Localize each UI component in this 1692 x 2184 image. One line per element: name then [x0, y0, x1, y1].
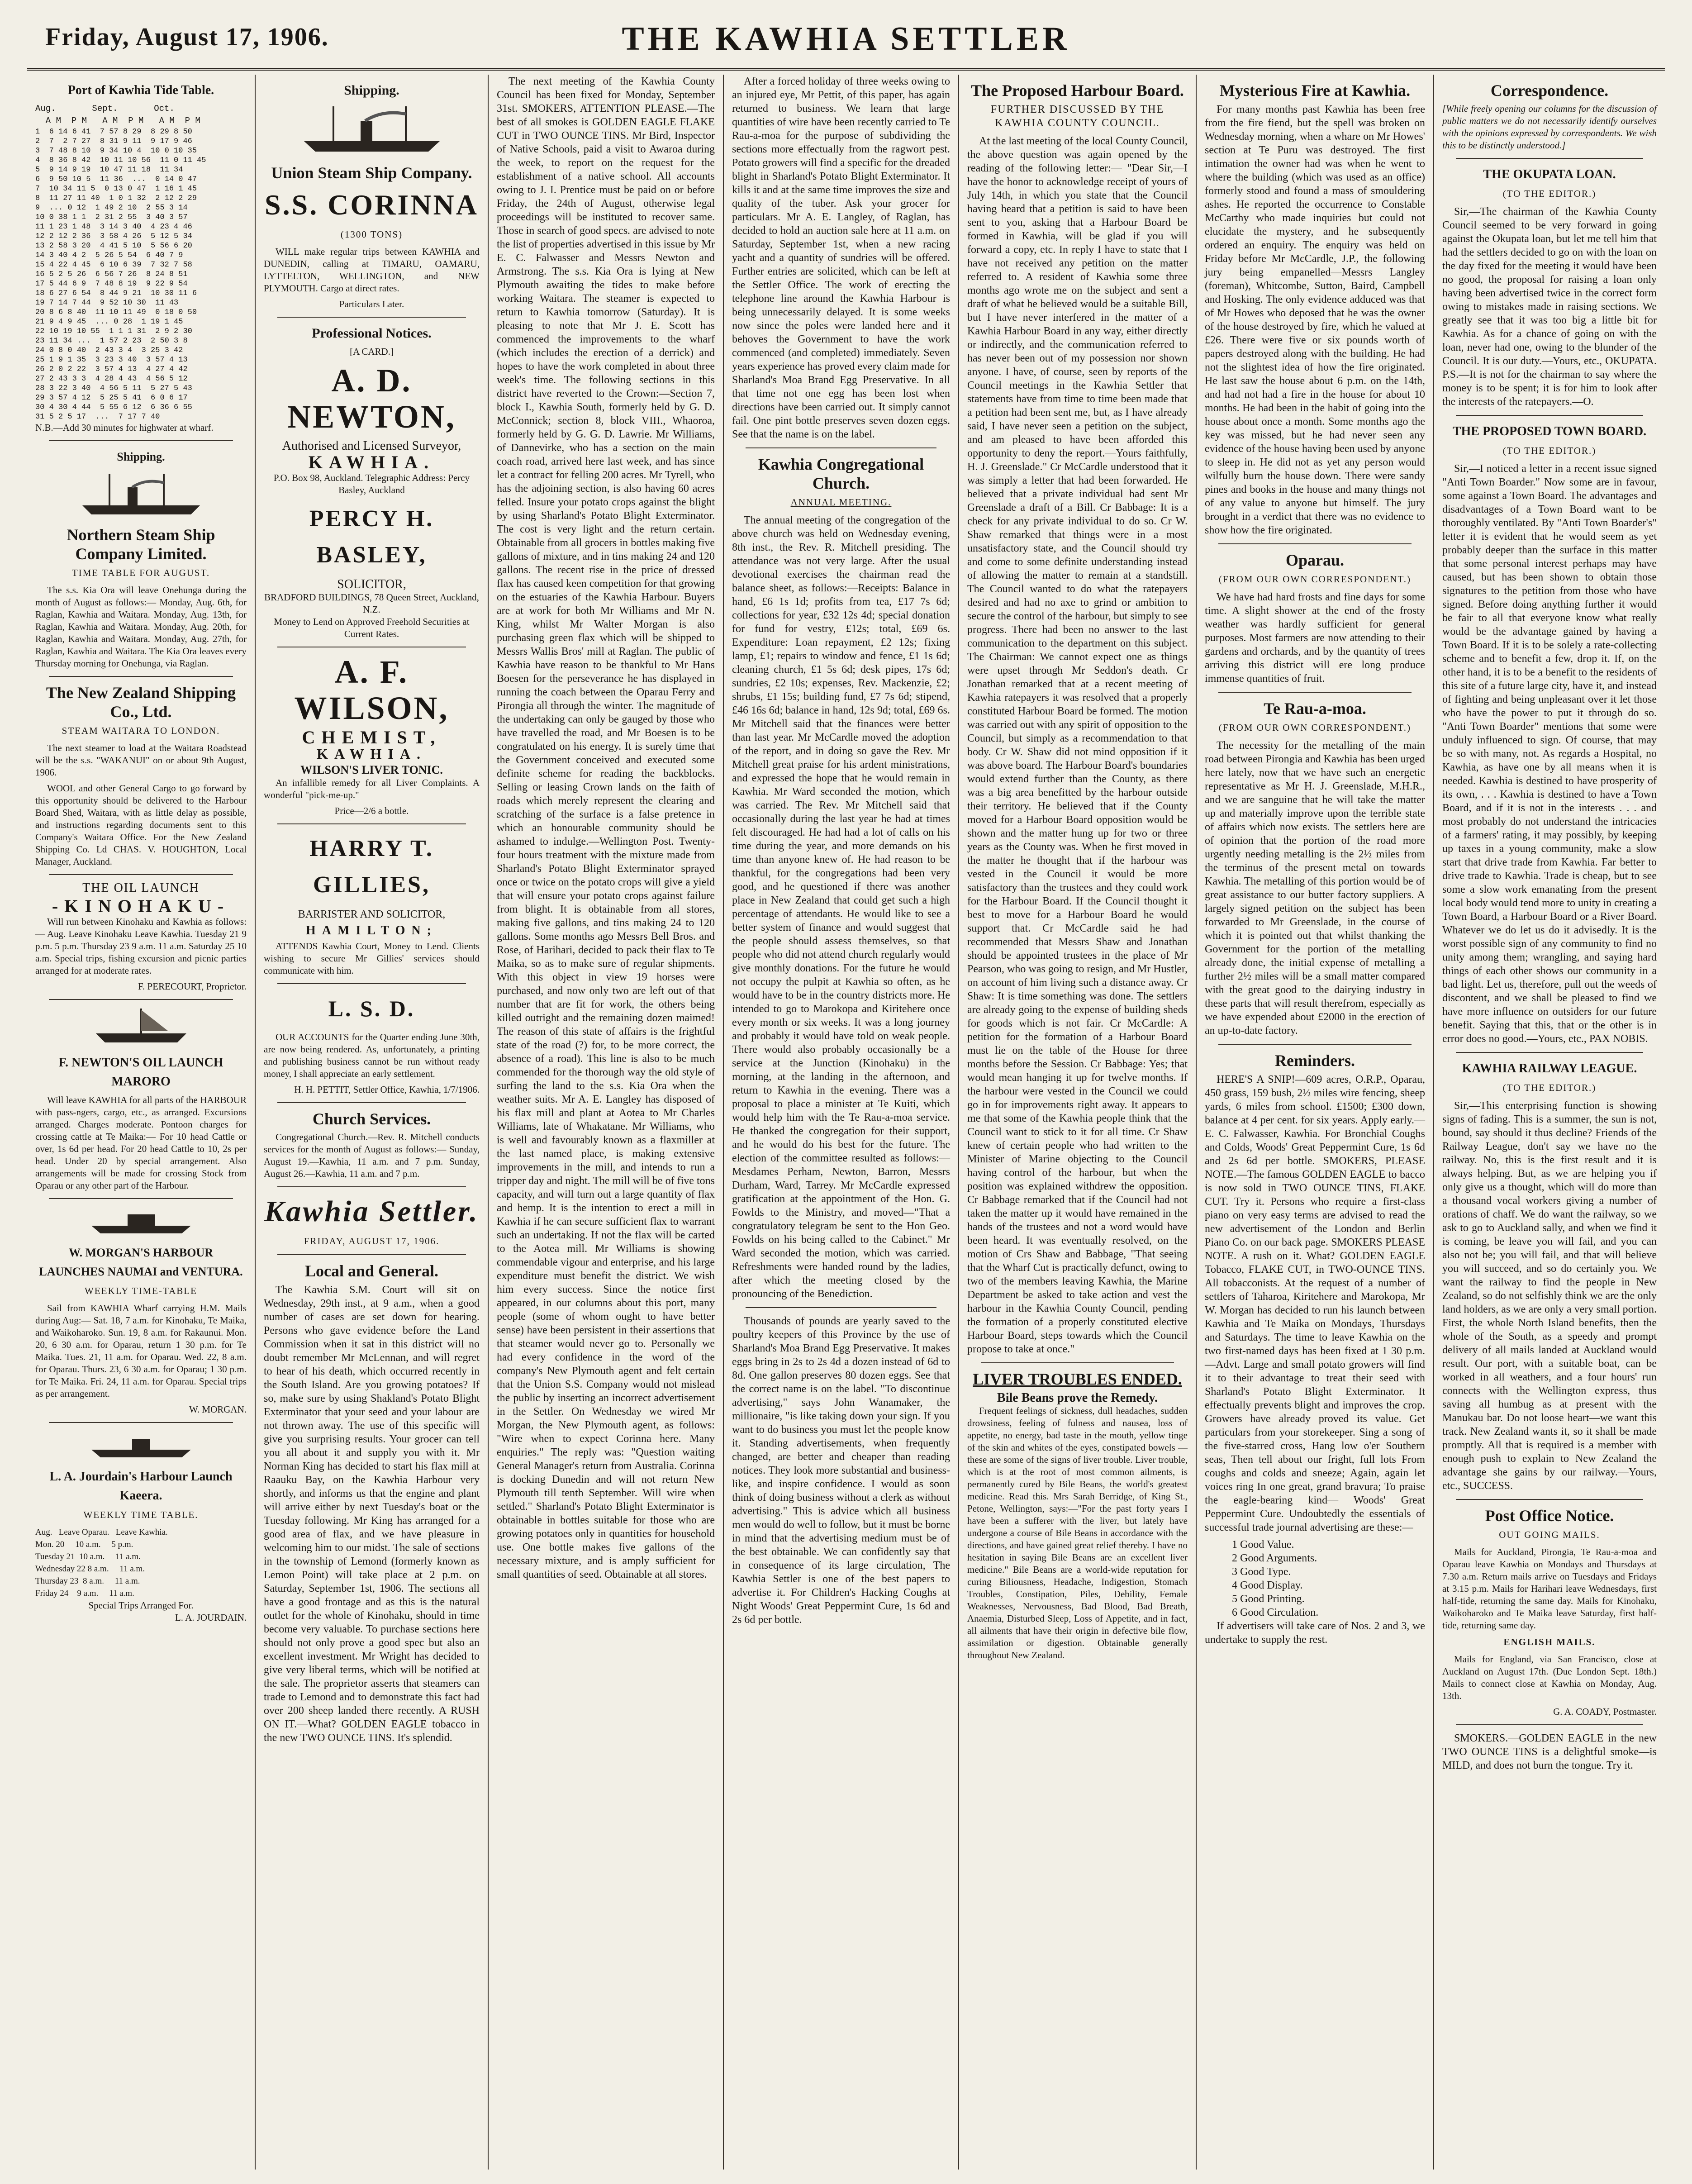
church-services-body: Congregational Church.—Rev. R. Mitchell conducts services for the month of August as follows:— Sunday, August 19.—Kawhia, 11 a.m. and 7 p.m. Sunday, August 26.—Kawhia, 11 a.m. and 7 p.m. — [264, 1132, 480, 1179]
local-general-body: The Kawhia S.M. Court will sit on Wednesday, 29th inst., at 9 a.m., when a good number of cases are set down for hearing. Persons who gave evidence before the Land Commission when it sat in this district will no doubt remember Mr McLennan, and will regret to hear of his death, which occurred recently in the South Island. Are you growing potatoes? If so, make sure by using Shakland's Potato Blight Exterminator that your seed and your labour are not thrown away. The use of this specific will give you surprising results. Your grocer can tell you all about it and supply you with it. Mr Norman King has decided to start his flax mill at Raauku Bay, on the Kawhia Harbour very shortly, and informs us that the engine and plant will arrive either by next Tuesday's boat or the Tuesday following. Mr King has arranged for a good area of flax, and we have pleasure in welcoming him to our midst. The sale of sections in the township of Lemond (formerly known as Lemon Point) will take place at 2 p.m. on Saturday, September 1st, 1906. The sections all have a good frontage and as this is the natural outlet for the whole of Kinohaku, should in time become very valuable. To purchase sections here should not only prove a good spec but also an excellent investment. Mr Wright has decided to give very liberal terms, which will be notified at the sale. The proprietor asserts that steamers can trade to Lemond and to demonstrate this fact had over 200 sheep landed there recently. A RUSH ON IT.—What? GOLDEN EAGLE tobacco in the new TWO OUNCE TINS. It's splendid. — [264, 1284, 480, 1744]
correspondence-disclaimer: [While freely opening our columns for the discussion of public matters we do not necessarily identify ourselves with the opinions expressed by correspondents. We wish this to be distinctly understood.] — [1442, 103, 1657, 151]
launch-icon — [91, 1006, 191, 1047]
gillies-place: HAMILTON; — [306, 923, 437, 937]
reminders-title: Reminders. — [1275, 1052, 1355, 1070]
harbour-board-subtitle: FURTHER DISCUSSED BY THE KAWHIA COUNTY COUNCIL. — [990, 104, 1164, 129]
te-rau-a-moa-title: Te Rau-a-moa. — [1264, 699, 1366, 718]
tide-row: 15 4 22 4 45 6 10 6 39 7 32 7 58 — [35, 261, 192, 269]
harbour-board-body: At the last meeting of the local County Council, the above question was again opened by the reading of the following letter:— "Dear Sir,—I have the honor to acknowledge receipt of yours of July 14th, in which you state that the Council having heard that a petition is said to have been sent to you, asking that a Harbour Board be formed in Kawhia, will be glad if you will forward a copy, etc. In reply I have to state that I have not received any petition on the matter referred to. A resident of Kawhia some three months ago wrote me on the subject and sent a draft of what he believed would be a suitable Bill, but I have never interfered in the matter of a Kawhia Harbour Board in any way, either directly or indirectly, and the communication referred to has never been out of my possession nor shown anyone. I have, of course, seen by reports of the Council meetings in the Kawhia Settler that statements have from time to time been made that a petition had been sent me, but, as I have already said, I have never seen a petition on the subject, and am pleased to have been afforded this opportunity to deny the report.—Yours faithfully, H. J. Greenslade." Cr McCardle understood that it was simply a letter that had been forwarded. He believed that a private individual had sent Mr Greenslade a draft of a Bill. Cr Babbage: It is a check for any private individual to do so. Cr W. Shaw remarked that things were in a most unsatisfactory state, and the Council should try and come to some definite understanding instead of allowing the matter to remain at a standstill. The Council wanted to do what the ratepayers desired and had no axe to grind or ambition to secure the control of the harbour, but simply to see progress. There had been no answer to the last communication to the department on this subject. The Chairman: We cannot expect one as things were upset through Mr Seddon's death. Cr Jonathan remarked that at a recent meeting of Kawhia ratepayers it was resolved that a properly constituted Harbour Board be formed. The motion was carried out with any spirit of opposition to the Council, but simply as a recommendation to that body. Cr W. Shaw did not mind opposition if it was above board. The Harbour Board's boundaries would extend further than the County, as there was a big area benefitted by the harbour outside their territory. He believed that if the County moved for a Harbour Board opposition would be shown and the matter hung up for two or three years as the County was. When he first moved in the matter he thought that if the harbour was vested in the Council it would be more satisfactory than the trustees and they could work for the Harbour Board. If the Council thought it best to move for a Harbour Board he would support that. Cr McCardle said he had recommended that Messrs Shaw and Jonathan should be appointed trustees in the place of Mr Pearson, who was going to resign, and Mr Hustler, on account of him living such a distance away. Cr Shaw: It is time something was done. The settlers are already going to the expense of building sheds for goods which is not fair. Cr McCardle: A petition for the formation of a Harbour Board must lie on the table of the House for three months before the Session. Cr Babbage: Yes; that would mean hanging it up for twelve months. If the harbour were vested in the Council we could go in for improvements right away. It appears to me that some of the Kawhia people think that the Council want to stick to it for all time. Cr Shaw knew of certain people who had written to the Minister of Marine objecting to the Council having control of the harbour, but when the position was explained withdrew the opposition. Cr Babbage remarked that if the Council had not taken the matter up it would have remained in the hands of the trustees and not a word would have been heard. It was eventually resolved, on the motion of Crs Shaw and Babbage, "That seeing that the Wharf Cut is practically defunct, owing to two of the members leaving Kawhia, the Marine Department be asked to take action and vest the harbour in the Kawhia County Council, pending the formation of a properly constituted elective Harbour Board, steps towards which the Council propose to take at once." — [967, 135, 1188, 1355]
kaeera-launch-icon — [87, 1429, 195, 1461]
te-rau-a-moa-subtitle: (FROM OUR OWN CORRESPONDENT.) — [1218, 722, 1412, 733]
tide-row: 26 2 0 2 22 3 57 4 13 4 27 4 42 — [35, 365, 188, 374]
basley-name: PERCY H. BASLEY, — [309, 506, 434, 568]
liver-troubles-subtitle: Bile Beans prove the Remedy. — [997, 1391, 1158, 1405]
railway-league-subtitle: (TO THE EDITOR.) — [1502, 1082, 1597, 1093]
nz-shipping-body: The next steamer to load at the Waitara Roadstead will be the s.s. "WAKANUI" on or about 9th August, 1906. — [35, 742, 247, 778]
column-3 — [489, 75, 724, 2170]
fire-body: For many months past Kawhia has been free from the fire fiend, but the spell was broken on Wednesday morning, when a whare on Mr Howes' section at Te Puru was destroyed. The first intimation the owner had was when he went to where the building (which was used as an office) formerly stood and found a mass of smouldering ashes. He reported the occurrence to Constable McCarthy who made inquiries but could not elucidate the mystery, and he subsequently ordered an enquiry. The enquiry was held on Friday before Mr McCardle, J.P., the following jury being empanelled—Messrs Langley (foreman), Whitcombe, Sutton, Baird, Campbell and Hosking. The only evidence adduced was that of Mr Howes who deposed that he was the owner of the house destroyed by fire, which he valued at £26. There were five or six pounds worth of papers destroyed along with the building. He had not the slightest idea of how the fire originated. He last saw the house about 6 p.m. on the 14th, and had not had a fire in the house for about 10 months. He had been in the habit of going into the house about once a month. Some months ago the key was missed, but he had never seen any evidence of the house having been used by anyone to sleep in. He did not as yet any person would wilfully burn the house down. There were sandy pines and books in the house and many things not of any value to anyone but himself. The jury brought in a verdict that there was no evidence to show how the fire originated. — [1205, 104, 1425, 536]
card-label: [A CARD.] — [350, 346, 394, 357]
wilson-name: A. F. WILSON, — [294, 654, 449, 726]
gillies-body: ATTENDS Kawhia Court, Money to Lend. Clients wishing to secure Mr Gillies' services should communicate with him. — [264, 941, 480, 976]
fire-title: Mysterious Fire at Kawhia. — [1219, 81, 1411, 100]
gillies-name: HARRY T. GILLIES, — [309, 836, 434, 898]
nz-shipping-body-2: WOOL and other General Cargo to go forward by this opportunity should be delivered to the Harbour Board Shed, Waitara, with as little delay as possible, and instructions regarding documents sent to this Company's Waitara Office. For the New Zealand Shipping Co. Ld CHAS. V. HOUGHTON, Local Manager, Auckland. — [35, 783, 247, 867]
maroro-title: F. NEWTON'S OIL LAUNCH MARORO — [58, 1056, 223, 1089]
list-item: 3 Good Type. — [1232, 1566, 1291, 1578]
correspondence-title: Correspondence. — [1490, 81, 1609, 100]
tide-row: 6 9 50 10 5 11 36 ... 0 14 0 47 — [35, 175, 197, 184]
okupata-loan-body: Sir,—The chairman of the Kawhia County Council seemed to be very forward in going against the Okupata loan, but let me tell him that had the settlers decided to go on with the loan on the day fixed for the meeting it would have been no good, the proposal for raising a loan only having been advertised twice in the correct form owing to mistakes made in raising sections. We greatly see that it was too big a little bit for Kawhia. As for a chance of going on with the loan, never had one, owing to the blunder of the Council. It is our duty.—Yours, etc., OKUPATA. P.S.—It is not for the chairman to say where the money is to be spent; it is for him to look after the interests of the ratepayers.—O. — [1442, 206, 1657, 408]
tide-row: 14 3 40 4 2 5 26 5 54 6 40 7 9 — [35, 251, 183, 260]
town-board-subtitle: (TO THE EDITOR.) — [1502, 445, 1597, 456]
tide-months: Aug. Sept. Oct. — [35, 104, 175, 114]
column-4 — [724, 75, 959, 2170]
list-item: 4 Good Display. — [1232, 1580, 1303, 1591]
reminders-list — [1205, 1538, 1425, 1619]
oparau-body: We have had hard frosts and fine days for some time. A slight shower at the end of the frosty weather was hardly sufficient for general purposes. Most farmers are now attending to their gardens and orchards, and by the quantity of trees arriving this district will ere long produce immense quantities of fruit. — [1205, 591, 1425, 685]
paper-date: FRIDAY, AUGUST 17, 1906. — [304, 1236, 440, 1247]
railway-league-body: Sir,—This enterprising function is showing signs of fading. This is a summer, the sun is not, bound, say should it thus decline? Friends of the Railway League, don't say we have no the railway. No, this is the first result and it is always helping. But, as we are helping you if only give us a thought, which will do more than a thousand vocal workers giving a number of orations of chaff. We do want the railway, so we ask to go to Auckland sally, and when we find it is coming, be leave you will fail, and you can also not be; you will fail, and that will believe you will succeed, and so do certainly you. We want the railway to find the people in New Zealand, so do not selfishly think we are the only land holders, as we are only a very small portion. First, the whole North Island benefits, then the whole of the South, as a speedy and prompt delivery of all mails landed at Auckland would result. Our port, with a suitable boat, can be worked in all weathers, and a four hours' run connects with the Wellington express, thus saving all humbug as at present with the Manukau bar. Do not loose heart—we want this track. New Zealand wants it, so it shall be made promptly. All that is required is a member with enough push to explain to New Zealand the advantage she gains by our railway.—Yours, etc., SUCCESS. — [1442, 1100, 1657, 1492]
morgan-subtitle: WEEKLY TIME-TABLE — [85, 1285, 197, 1296]
newton-name: A. D. NEWTON, — [287, 362, 456, 435]
wilson-subtitle: CHEMIST, — [302, 727, 442, 747]
liver-troubles-title: LIVER TROUBLES ENDED. — [973, 1370, 1182, 1388]
nz-shipping-title: The New Zealand Shipping Co., Ltd. — [46, 684, 236, 721]
local-general-title: Local and General. — [305, 1262, 438, 1280]
tide-table — [35, 127, 247, 422]
page-header — [27, 14, 1665, 71]
column-4-body: After a forced holiday of three weeks owing to an injured eye, Mr Pettit, of this paper, has again returned to business. We learn that large quantities of wire have been recently carried to Te Rau-a-moa for the purpose of subdividing the sections more effectually from the ragwort pest. Potato growers will find a specific for the dreaded blight in Sharland's Potato Blight Exterminator. It kills it and at the same time improves the size and quality of the tuber. Ask your grocer for particulars. Mr A. E. Langley, of Raglan, has decided to hold an auction sale here at 11 a.m. on Saturday, September 1st, when a new racing yacht and a quantity of sundries will be offered. Further entries are solicited, which can be left at the Settler Office. The work of erecting the telephone line around the Kawhia Harbour is being unnecessarily delayed. It is some weeks now since the poles were landed here and it behoves the Government to have the work commenced (and completed) immediately. Seven years experience has proved every claim made for Sharland's Moa Brand Egg Preservative. In all that time not one egg has been lost when directions have been carried out. It simply cannot fail. One pint bottle preserves seven dozen eggs. See that the name is on the label. — [732, 76, 950, 440]
issue-date: Friday, August 17, 1906. — [45, 23, 329, 51]
nss-subtitle: TIME TABLE FOR AUGUST. — [71, 567, 210, 578]
corinna-name: S.S. CORINNA — [265, 189, 479, 221]
list-item: 2 Good Arguments. — [1232, 1552, 1317, 1564]
reminders-end: If advertisers will take care of Nos. 2 and 3, we undertake to supply the rest. — [1205, 1620, 1425, 1646]
tide-row: 5 9 14 9 19 10 47 11 18 11 34 — [35, 166, 183, 174]
tide-row: 28 3 22 3 40 4 56 5 11 5 27 5 43 — [35, 384, 192, 393]
paper-nameplate: Kawhia Settler. — [264, 1195, 479, 1228]
masthead: THE KAWHIA SETTLER — [622, 20, 1070, 57]
column-5 — [959, 75, 1197, 2170]
column-7 — [1434, 75, 1665, 2170]
english-mails-body: Mails for England, via San Francisco, close at Auckland on August 17th. (Due London Sept. 18th.) Mails to connect close at Kawhia on Monday, Aug. 13th. — [1442, 1654, 1657, 1701]
column-6 — [1197, 75, 1434, 2170]
professional-notices: Professional Notices. — [312, 326, 432, 341]
tide-row: 18 6 27 6 54 8 44 9 21 10 30 11 6 — [35, 289, 197, 298]
oil-launch-name: -KINOHAKU- — [52, 896, 230, 916]
tide-row: 19 7 14 7 44 9 52 10 30 11 43 — [35, 299, 179, 307]
union-steamship-icon — [297, 103, 447, 157]
steamship-icon — [73, 469, 209, 519]
liver-troubles-body: Frequent feelings of sickness, dull headaches, sudden drowsiness, feeling of fulness and nausea, loss of appetite, no energy, bad taste in the mouth, yellow tinge of the skin and whites of the eyes, constipated bowels —these are some of the signs of liver trouble. Liver trouble, which is at the root of most common ailments, is permanently cured by Bile Beans, the world's greatest medicine. Read this. Mrs Sarah Berridge, of King St., Petone, Wellington, says:—"For the past forty years I have been a sufferer with the liver, but lately have undergone a course of Bile Beans in accordance with the directions, and have gained great relief thereby. I have no hesitation in saying Bile Beans are an excellent liver medicine." Bile Beans are a world-wide reputation for curing Biliousness, Headache, Indigestion, Stomach Troubles, Constipation, Piles, Debility, Female Weaknesses, Nervousness, Bad Blood, Bad Breath, Anaemia, Disturbed Sleep, Loss of Appetite, and in fact, all ailments that have their origin in defective bile flow, assimilation or digestion. Obtainable generally throughout New Zealand. — [967, 1405, 1188, 1661]
tide-row: 1 6 14 6 41 7 57 8 29 8 29 8 50 — [35, 128, 192, 136]
timetable-row: Aug. Leave Oparau. Leave Kawhia. — [35, 1527, 168, 1537]
english-mails-title: ENGLISH MAILS. — [1503, 1637, 1596, 1647]
wilson-body: An infallible remedy for all Liver Complaints. A wonderful "pick-me-up." — [264, 777, 480, 800]
timetable-row: Tuesday 21 10 a.m. 11 a.m. — [35, 1552, 141, 1561]
jourdain-note: Special Trips Arranged For. — [88, 1600, 194, 1611]
post-office-body: Mails for Auckland, Pirongia, Te Rau-a-moa and Oparau leave Kawhia on Mondays and Thursdays at 7.30 a.m. Return mails arrive on Tuesdays and Fridays at 3.15 p.m. Mails for Harihari leave Wednesdays, first half-tide, returning the same day. Mails for Kinohaku, Waikoharoko and Te Maika leave Saturday, first half-tide, returning same day. — [1442, 1546, 1657, 1631]
tide-note: N.B.—Add 30 minutes for highwater at wharf. — [35, 422, 214, 433]
newton-subtitle: Authorised and Licensed Surveyor, — [282, 439, 461, 453]
basley-address: BRADFORD BUILDINGS, 78 Queen Street, Auckland, N.Z. — [264, 592, 479, 615]
tide-row: 22 10 19 10 55 1 1 1 31 2 9 2 30 — [35, 327, 192, 336]
timetable-row: Wednesday 22 8 a.m. 11 a.m. — [35, 1564, 145, 1574]
tide-row: 20 8 6 8 40 11 10 11 49 0 18 0 50 — [35, 308, 197, 317]
oil-launch-body: Will run between Kinohaku and Kawhia as follows:— Aug. Leave Kinohaku Leave Kawhia. Tuesday 21 9 p.m. 5 p.m. Thursday 23 9 a.m. 11 a.m. Saturday 25 10 a.m. Special trips, fishing excursion and picnic parties arranged for at moderate rates. — [35, 916, 247, 976]
tide-row: 16 5 2 5 26 6 56 7 26 8 24 8 51 — [35, 270, 188, 279]
tide-row: 27 2 43 3 3 4 28 4 43 4 56 5 12 — [35, 375, 188, 383]
post-office-title: Post Office Notice. — [1485, 1507, 1614, 1525]
tide-row: 3 7 48 8 10 9 34 10 4 10 0 10 35 — [35, 147, 197, 155]
list-item: 1 Good Value. — [1232, 1539, 1294, 1551]
tide-row: 10 0 38 1 1 2 31 2 55 3 40 3 57 — [35, 213, 188, 222]
jourdain-timetable — [35, 1526, 247, 1599]
basley-note: Money to Lend on Approved Freehold Securities at Current Rates. — [274, 616, 470, 639]
morgan-sign: W. MORGAN. — [189, 1404, 247, 1415]
te-rau-a-moa-body: The necessity for the metalling of the main road between Pirongia and Kawhia has been urged here lately, now that we have such an energetic representative as Mr H. J. Greenslade, M.H.R., and we are sanguine that he will take the matter up and materially improve upon the terrible state of affairs which now exists. The settlers here are of opinion that the portion of the road more urgently needing metalling is the 2½ miles from the terminus of the present metal on towards Kawhia. The metalling of this portion would be of great assistance to our butter factory suppliers. A largely signed petition on the subject has been forwarded to Mr Greenslade, in the course of which it is pointed out that whilst thanking the Government for the portion of the metalling already done, the initial expense of metalling a further 2½ miles will be a small matter compared with the great good to the dairying industry in these parts that will result therefrom, especially as we have expended about £2000 in the erection of an up-to-date factory. — [1205, 740, 1425, 1037]
oparau-subtitle: (FROM OUR OWN CORRESPONDENT.) — [1218, 574, 1412, 585]
morgan-body: Sail from KAWHIA Wharf carrying H.M. Mails during Aug:— Sat. 18, 7 a.m. for Kinohaku, Te Maika, and Waikoharoko. Sun. 19, 8 a.m. for Rakaunui. Mon. 20, 6 30 a.m. for Oparau, return 1 30 p.m. for Te Maika. Tues. 21, 11 a.m. for Oparau. Wed. 22, 8 a.m. for Oparau. Thurs. 23, 6 30 a.m. for Oparau; 1 30 p.m. for Te Maika. Fri. 24, 11 a.m. for Oparau. Special trips as per arrangement. — [35, 1303, 247, 1399]
oil-launch-title: THE OIL LAUNCH — [82, 881, 200, 895]
shipping-heading: Shipping. — [117, 450, 165, 463]
tide-row: 29 3 57 4 12 5 25 5 41 6 0 6 17 — [35, 394, 188, 402]
tide-row: 7 10 34 11 5 0 13 0 47 1 16 1 45 — [35, 185, 197, 193]
oil-launch-owner: F. PERECOURT, Proprietor. — [138, 981, 247, 992]
tide-row: 8 11 27 11 40 1 0 1 32 2 12 2 29 — [35, 194, 197, 203]
congregational-title: Kawhia Congregational Church. — [758, 455, 924, 492]
tide-row: 17 5 44 6 9 7 48 8 19 9 22 9 54 — [35, 280, 188, 288]
tide-row: 11 1 23 1 48 3 14 3 40 4 23 4 46 — [35, 223, 192, 231]
shipping-heading-2: Shipping. — [344, 83, 399, 98]
column-4-body-2: Thousands of pounds are yearly saved to the poultry keepers of this Province by the use of Sharland's Moa Brand Egg Preservative. It makes eggs bring in 2s to 2s 4d a dozen instead of 6d to 8d. One gallon preserves 80 dozen eggs. See that the correct name is on the label. "To discontinue advertising," says John Wanamaker, the millionaire, "is like taking down your sign. If you want to do business you must let the people know it. Standing advertisements, when frequently changed, are better and cheaper than reading notices. They look more substantial and business-like, and inspire confidence. I would as soon think of doing business without a clerk as without advertising." This is advice which all business men would do well to follow, but it must be borne in mind that the advertising medium must be of the best obtainable. We can confidently say that in consequence of its large circulation, The Kawhia Settler is one of the best papers to advertise it. For Children's Hacking Coughs at Night Woods' Great Peppermint Cure, 1s 6d and 2s 6d per bottle. — [732, 1315, 950, 1626]
corinna-body: WILL make regular trips between KAWHIA and DUNEDIN, calling at TIMARU, OAMARU, LYTTELTON, WELLINGTON, and NEW PLYMOUTH. Cargo at direct rates. — [264, 246, 480, 294]
column-1 — [27, 75, 256, 2170]
lsd-sign: H. H. PETTIT, Settler Office, Kawhia, 1/7/1906. — [294, 1084, 480, 1095]
tide-row: 13 2 58 3 20 4 41 5 10 5 56 6 20 — [35, 242, 192, 250]
nss-body: The s.s. Kia Ora will leave Onehunga during the month of August as follows:— Monday, Aug. 6th, for Raglan, Kawhia and Waitara. Monday, Aug. 13th, for Raglan, Kawhia and Waitara. Monday, Aug. 20th, for Raglan, Kawhia and Waitara. Monday, Aug. 27th, for Raglan, Kawhia and Waitara. The Kia Ora leaves every Thursday morning for Onehunga, via Raglan. — [35, 585, 247, 669]
timetable-row: Mon. 20 10 a.m. 5 p.m. — [35, 1540, 133, 1549]
post-office-subtitle: OUT GOING MAILS. — [1499, 1529, 1600, 1540]
tide-row: 9 ... 0 12 1 49 2 10 2 55 3 14 — [35, 204, 188, 212]
wilson-tonic: WILSON'S LIVER TONIC. — [300, 763, 443, 776]
town-board-body: Sir,—I noticed a letter in a recent issue signed "Anti Town Boarder." Now some are in favour, some against a Town Board. The advantages and disadvantages of a Town Board want to be thoroughly ventilated. By "Anti Town Boarder's" letter it is evident that he would seem as yet probably deeper than the surface in this matter that some personal interest perhaps may have caused, but has been shown to obtain those signatures to the petition from those who have signed. Before doing anything further it would be fair to all that everyone know what really would be the advantage gained by having a Town Board. If it is to be solely a rate-collecting scheme and to benefit a few, drop it. If, on the other hand, it is to be a benefit to the residents of this site of a future large city, have it, and instead of fighting and being unpleasant over it let those who have the power to put it through do so. "Anti Town Boarder" mentions that some were unduly influenced to sign. Of course, that may be so with many, not. As regards a Hospital, no Kawhia, as have one by all means when it is needed. Kawhia is destined to have prosperity of its own, . . . Kawhia is destined to have a Town Board, and if it is not in the interests . . . and most probably do not understand the intricacies of a farmers' rating, it may possibly, by keeping up taxes in a young community, make a slow start that drive trade from Kawhia. Far better to drive trade to Kawhia. Trade is cheap, but to see some a slow work emanating from the present local body would tend more to unity in creating a Town Board, a Harbour Board or a River Board. Whatever we do let us do it advisedly. It is the worst possible sign of any community to find no unity among them; wrangling, and saying hard things of each other shows our community in a bad light. Let us, therefore, pull out the weeds of discontent, and we shall be pleased to find we have more influence on outsiders for our future benefit. Saying that this, that or the other is in error does no good.—Yours, etc., PAX NOBIS. — [1442, 463, 1657, 1045]
tide-row: 25 1 9 1 35 3 23 3 40 3 57 4 13 — [35, 356, 188, 364]
okupata-loan-subtitle: (TO THE EDITOR.) — [1502, 188, 1597, 199]
nz-shipping-subtitle: STEAM WAITARA TO LONDON. — [62, 725, 220, 736]
basley-subtitle: SOLICITOR, — [337, 577, 406, 591]
tide-row: 31 5 2 5 17 ... 7 17 7 40 — [35, 413, 160, 421]
harbour-board-title: The Proposed Harbour Board. — [971, 81, 1184, 100]
tide-header: A M P M A M P M A M P M — [35, 116, 200, 126]
newton-place: KAWHIA. — [308, 452, 435, 472]
newton-address: P.O. Box 98, Auckland. Telegraphic Address: Percy Basley, Auckland — [273, 472, 470, 495]
corinna-later: Particulars Later. — [339, 299, 404, 309]
tide-table-title: Port of Kawhia Tide Table. — [67, 83, 214, 97]
reminders-body: HERE'S A SNIP!—609 acres, O.R.P., Oparau, 450 grass, 159 bush, 2½ miles wire fencing, sheep yards, 6 miles from school. £1500; £300 down, balance at 4 per cent. for six years. Apply early.—E. C. Falwasser, Kawhia. For Bronchial Coughs and Colds, Woods' Great Peppermint Cure, 1s 6d and 2s 6d per bottle. SMOKERS, PLEASE NOTE.—The famous GOLDEN EAGLE to bacco is now sold in TWO OUNCE TINS, FLAKE CUT. Try it. Persons who require a first-class piano on very easy terms are advised to read the new advertisement of the London and Berlin Piano Co. on our back page. SMOKERS PLEASE NOTE. A rush on it. What? GOLDEN EAGLE Tobacco, FLAKE CUT, in TWO-OUNCE TINS. All tobacconists. At the request of a number of settlers of Taharoa, Kiritehere and Marokopa, Mr W. Morgan has decided to run his launch between Kawhia and Te Maika on Mondays, Thursdays and Saturdays. The time to leave Kawhia on the two first-named days has been fixed at 1 30 p.m.—Advt. Large and small potato growers will find it to their advantage to treat their seed with Sharland's Potato Blight Exterminator. It effectually prevents blight and improves the crop. Growers have already proved its value. Get particulars from your storekeeper. Sing a song of the five-starred cross, Hang low o'er Southern seas, Then tell about our fright, full lots From coughs and colds and sneeze; Again, again let voices ring In one great, grand bravura; To praise the eagle-bearing kind— Woods' Great Peppermint Cure. Undoubtedly the essentials of successful trade journal advertising are these:— — [1205, 1074, 1425, 1533]
tide-row: 24 0 8 0 40 2 43 3 4 3 25 3 42 — [35, 346, 183, 355]
jourdain-sign: L. A. JOURDAIN. — [175, 1612, 247, 1623]
tide-row: 30 4 30 4 44 5 55 6 12 6 36 6 55 — [35, 403, 192, 412]
town-board-title: THE PROPOSED TOWN BOARD. — [1452, 424, 1647, 438]
jourdain-title: L. A. Jourdain's Harbour Launch Kaeera. — [49, 1470, 233, 1503]
lsd-title: L. S. D. — [328, 996, 415, 1021]
jourdain-subtitle: WEEKLY TIME TABLE. — [83, 1509, 199, 1520]
usc-title: Union Steam Ship Company. — [271, 164, 472, 182]
oparau-title: Oparau. — [1285, 551, 1345, 569]
church-services-title: Church Services. — [312, 1110, 431, 1128]
maroro-body: Will leave KAWHIA for all parts of the HARBOUR with pass-ngers, cargo, etc., as arranged. Excursions arranged. Charges moderate. Pontoon charges for crossing cattle at Te Maika:— For 10 head Cattle or over, 1s 6d per head. For 20 head Cattle to 10, 2s per head. Under 20 by special arrangement. Also arrangements will be made for crossing Stock from Oparau or any other part of the Harbour. — [35, 1094, 247, 1191]
morgan-title: W. MORGAN'S HARBOUR LAUNCHES NAUMAI and VENTURA. — [39, 1246, 243, 1278]
tide-row: 21 9 4 9 45 ... 0 28 1 19 1 45 — [35, 318, 183, 326]
railway-league-title: KAWHIA RAILWAY LEAGUE. — [1462, 1061, 1637, 1075]
tide-row: 12 2 12 2 36 3 58 4 26 5 12 5 34 — [35, 232, 192, 241]
tide-row: 4 8 36 8 42 10 11 10 56 11 0 11 45 — [35, 156, 206, 165]
postmaster-sign: G. A. COADY, Postmaster. — [1553, 1706, 1657, 1717]
list-item: 5 Good Printing. — [1232, 1593, 1305, 1605]
congregational-body: The annual meeting of the congregation of the above church was held on Wednesday evening, 8th inst., the Rev. R. Mitchell presiding. The attendance was not very large. After the usual devotional exercises the chairman read the balance sheet, as follows:—Receipts: Balance in hand, £6 1s 1d; profits from tea, £17 7s 6d; collections for year, £32 12s 4d; special donation for fund for vestry, £12s; total, £69 6s. Expenditure: Loan repayment, £2 12s; fixing lamp, £1; repairs to window and fence, £1 1s 6d; cleaning church, £1 5s 6d; desk pipes, 17s 6d; sundries, £2 10s; expenses, Rev. Mackenzie, £2; shrubs, £1 15s; building fund, £7 7s 6d; stipend, £46 16s 6d; balance in hand, 12s 9d; total, £69 6s. Mr Mitchell said that the finances were better than last year. Mr McCardle moved the adoption of the report, and in doing so gave the Rev. Mr Mitchell great praise for his ardent ministrations, and expressed the hope that he would remain in Kawhia. Mr Ward seconded the motion, which was carried. The Rev. Mr Mitchell said that occasionally during the last year he had at times felt discouraged. He had had a lot of calls on his time during the year, and more demands on his time than anyone knew of. He had reason to be thankful, for the congregations had been very good, and he questioned if there was another place in New Zealand that could get such a high percentage of attendants. He would like to see a better system of finance and would suggest that the people should assess themselves, so that people who did not attend church regularly would give monthly donations. For the future he would not occupy the pulpit at Kawhia so often, as he would have to be in the country districts more. He intended to go to Marokopa and Kiritehere once every month or six weeks. It was a long journey and probably it would have told on weak people. There would also probably occasionally be a service at the Junction (Kinohaku) in the morning, at the landing in the afternoon, and return to Kawhia in the evening. There was a proposal to place a minister at Te Kuiti, which would help him with the Te Rau-a-moa service. He thanked the congregation for their support, and he would do his best for the future. The election of the committee resulted as follows:—Mesdames Perham, Newton, Barron, Messrs Durham, Ward, Tarrey. Mr McCardle expressed gratification at the appointment of the Hon. G. Fowlds to the Ministry, and moved—"That a congratulatory telegram be sent to the Hon Geo. Fowlds on his being called to the Cabinet." Mr Ward seconded the motion, which was carried. Refreshments were handed round by the ladies, after which the meeting closed by the pronouncing of the Benediction. — [732, 514, 950, 1300]
nss-company-title: Northern Steam Ship Company Limited. — [67, 526, 215, 563]
timetable-row: Friday 24 9 a.m. 11 a.m. — [35, 1589, 134, 1598]
tide-row: 2 7 2 7 27 8 31 9 11 9 17 9 46 — [35, 137, 192, 146]
list-item: 6 Good Circulation. — [1232, 1607, 1319, 1618]
wilson-price: Price—2/6 a bottle. — [334, 805, 409, 816]
column-2 — [256, 75, 489, 2170]
okupata-loan-title: THE OKUPATA LOAN. — [1483, 167, 1616, 181]
gillies-subtitle: BARRISTER AND SOLICITOR, — [298, 909, 446, 920]
timetable-row: Thursday 23 8 a.m. 11 a.m. — [35, 1576, 140, 1586]
golden-eagle-ad: SMOKERS.—GOLDEN EAGLE in the new TWO OUNCE TINS is a delightful smoke—is MILD, and does not burn the tongue. Try it. — [1442, 1732, 1657, 1771]
column-3-body: The next meeting of the Kawhia County Council has been fixed for Monday, September 31st. SMOKERS, ATTENTION PLEASE.—The best of all smokes is GOLDEN EAGLE FLAKE CUT in TWO OUNCE TINS. Mr Bird, Inspector of Native Schools, paid a visit to Awaroa during the week, to report on the request for the establishment of a native school. All accounts owing to J. I. Prentice must be paid on or before Friday, the 24th of August, otherwise legal proceedings will be instituted to recover same. Those in search of good specs. are advised to note the list of properties advertised in this issue by Mr E. C. Falwasser and Messrs Newton and Armstrong. The s.s. Kia Ora is lying at New Plymouth awaiting the tides to make before working Waitara. The steamer is expected to return to Kawhia tomorrow (Saturday). It is pleasing to note that Mr J. E. Scott has commenced the improvements to the wharf (which includes the erection of a derrick) and hopes to have the work completed in about three week's time. The following sections in this district have reverted to the Crown:—Section 7, block I., Kawhia South, formerly held by G. D. McConnick; section 8, block VIII., Whaoroa, formerly held by G. G. D. Lawrie. Mr Williams, of Dannevirke, who has a section on the main coach road, arrived here last week, and has since let a contract for felling 200 acres. Mr Tyrell, who has the adjoining section, is also having 60 acres felled. Insure your potato crops against the blight by using Sharland's Potato Blight Exterminator. The cost is very light and the return certain. Obtainable from all grocers in bottles making five gallons of mixture, and in tins making 24 and 120 gallons. The recent rise in the price of dressed flax has caused keen competition for that growing on the estuaries of the Kawhia Harbour. Buyers are at work for both Mr Williams and Mr N. King, whilst Mr Walter Morgan is also purchasing green flax which will be shipped to Messrs Wallis Bros' mill at Raglan. The public of Kawhia have reason to be thankful to Mr Hans Boesen for the perseverance he has displayed in running the coach between the Oparau Ferry and Pirongia all through the winter. The magnitude of the undertaking can only be gauged by those who have travelled the road, and Mr Boesen is to be congratulated on his energy. It is surely time that the Government conceived and executed some definite scheme for reading the backblocks. Selling or leasing Crown lands on the faith of roads which merely represent the clearing and scratching of the surface is a false pretence in which an honourable community should be ashamed to indulge.—Wellington Post. Twenty-four hours treatment with the mixture made from Sharland's Potato Blight Exterminator sprayed once or twice on the potato crops will give a yield that will ensure your potato crops against failure from blight. It is obtainable from all stores, making five gallons, and tins making 24 to 120 gallons. Some months ago Messrs Bell Bros. and Rose, of Harihari, decided to pack their flax to Te Maika, so as to make sure of regular shipments. With this object in view 19 horses were purchased, and now only two are left out of that number that are fit for work, the others being killed outright and the remaining dozen maimed! The reason of this state of affairs is the frightful state of the road (?) for, to be more correct, the absence of a road). This line is also to be much commended for the thorough way the old style of surfing the land to the s.s. Kia Ora when the weather suits. Mr A. E. Langley has disposed of his flax mill and plant at Aotea to Mr Charles Williams, late of Whakatane. Mr Williams, who is well and favourably known as a flaxmiller at the last named place, is making extensive improvements in the mill, and intends to run a tripper day and night. The mill will be of five tons capacity, and will turn out a large quantity of flax and hemp. It is the intention to erect a mill in Kawhia if he can secure sufficient flax to warrant such an undertaking. If not the flax will be carted to the Aotea mill. Mr Williams is showing commendable vigour and enterprise, and his large expenditure must benefit the district. We wish him every success. Since the notice first appeared, in our columns about this port, many people (some of whom ought to have better sense) have been persistent in their assertions that that steamer would never go to. Personally we had every confidence in the word of the company's New Plymouth agent and felt certain that the Union S.S. Company would not mislead the public by inserting an incorrect advertisement in the Settler. On Wednesday we wired Mr Morgan, the New Plymouth agent, as follows: "Wire when to expect Corinna here. Many enquiries." The reply was: "Question waiting General Manager's return from Australia. Corinna is docking Dunedin and will not return New Plymouth till tenth September. Will wire when settled." Sharland's Potato Blight Exterminator is obtainable in bottles suitable for those who are growing potatoes only in quantities for household use. One bottle makes five gallons of the necessary mixture, and is amply sufficient for small quantities of seed. Obtainable at all stores. — [497, 76, 715, 1580]
harbour-launch-icon — [87, 1205, 195, 1237]
lsd-body: OUR ACCOUNTS for the Quarter ending June 30th, are now being rendered. As, unfortunately, a printing and publishing business cannot be run without ready money, I shall appreciate an early settlement. — [264, 1032, 480, 1079]
annual-meeting: ANNUAL MEETING. — [790, 497, 892, 508]
wilson-place: KAWHIA. — [317, 746, 427, 762]
tide-row: 23 11 34 ... 1 57 2 23 2 50 3 8 — [35, 337, 188, 345]
corinna-tons: (1300 TONS) — [340, 229, 403, 240]
